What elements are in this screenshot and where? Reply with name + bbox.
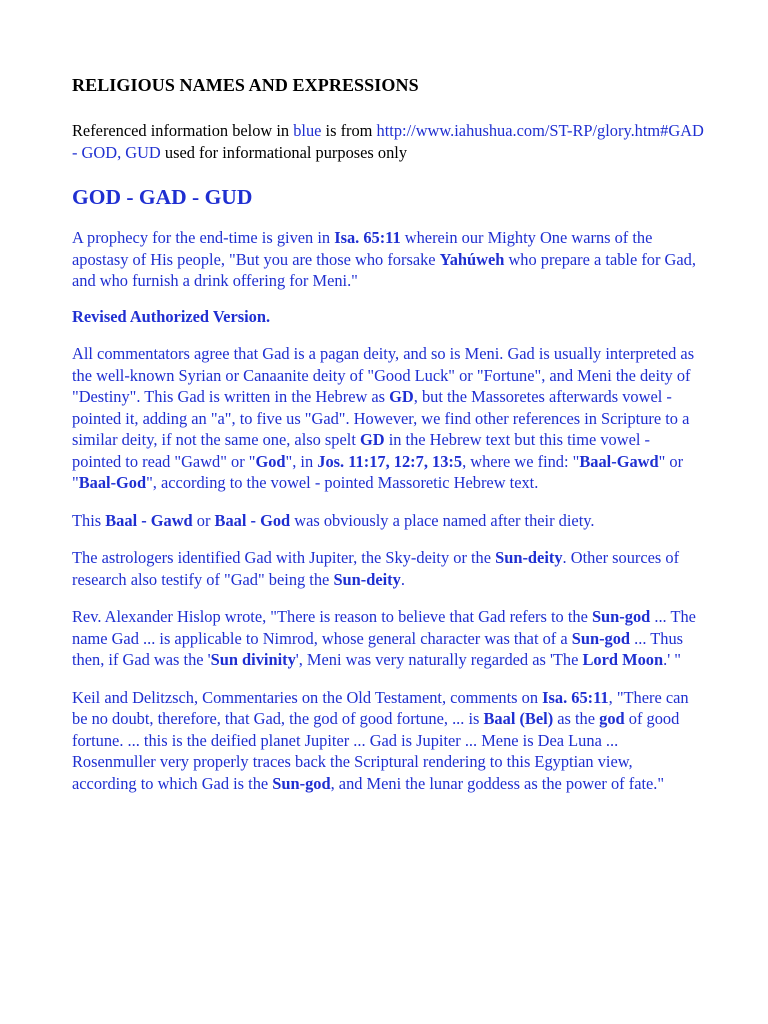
paragraph-text: ... The name Gad ... is applicable to Nimrod, whose general character was that of a [72, 607, 696, 648]
bold-term: Baal - God [214, 510, 291, 530]
paragraph-astrologers [72, 547, 698, 590]
paragraph-text: , "There can be no doubt, therefore, that Gad, the god of good fortune, ... is [72, 687, 689, 728]
source-note-blue-word: blue [293, 121, 322, 140]
paragraph-text: was obviously a place named after their diety. [290, 510, 595, 530]
source-note-text-before: Referenced information below in [72, 121, 294, 140]
bold-term: God [255, 451, 286, 471]
paragraph-text: Keil and Delitzsch, Commentaries on the Old Testament, comments on [72, 687, 543, 707]
paragraph-text: . [400, 569, 405, 589]
bold-term: Sun-god [571, 628, 631, 648]
paragraph-text: All commentators agree that Gad is a pagan deity, and so is Meni. Gad is usually interpreted as the well-known Syrian or Canaanite deity of "Good Luck" or "Fortune", and Meni the deity of "Destiny". This Gad is written in the Hebrew as [72, 344, 695, 406]
bold-term: Baal-Gawd [579, 451, 659, 471]
source-link[interactable]: http://www.iahushua.com/ST-RP/glory.htm#GAD - GOD, GUD [72, 121, 704, 162]
paragraph-text: " or " [72, 451, 684, 492]
source-note [72, 120, 708, 163]
section-heading: GOD - GAD - GUD [72, 185, 253, 209]
paragraph-text: or [192, 510, 215, 530]
bold-term: Sun-deity [333, 569, 401, 589]
paragraph-text: ", according to the vowel - pointed Massoretic Hebrew text. [146, 473, 539, 492]
bold-term: Baal (Bel) [483, 709, 554, 728]
bold-term: god [599, 709, 625, 728]
paragraph-text: of good fortune. ... this is the deified planet Jupiter ... Gad is Jupiter ... Mene is Dea Luna ... Rosenmuller very properly traces back the Scriptural rendering to this Egyptian view, according to which Gad is the [72, 709, 680, 793]
bold-term: Isa. 65:11 [542, 687, 609, 707]
paragraph-text: , where we find: " [462, 451, 580, 471]
paragraph-text: ... Thus then, if Gad was the ' [72, 628, 684, 669]
paragraph-text: , but the Massoretes afterwards vowel - pointed it, adding an "a", to five us "Gad". However, we find other references in Scripture to a similar deity, if not the same one, also spelt [72, 387, 690, 449]
paragraph-text: .' " [663, 650, 681, 669]
body-paragraphs [72, 227, 708, 794]
document-title: RELIGIOUS NAMES AND EXPRESSIONS [72, 75, 419, 95]
bold-term: Sun-god [591, 607, 651, 626]
bold-term: Yahúweh [439, 249, 505, 269]
source-note-text-after: used for informational purposes only [160, 142, 408, 162]
bold-term: Sun divinity [210, 650, 296, 669]
bold-term: Revised Authorized Version. [72, 306, 271, 326]
bold-term: Isa. 65:11 [334, 228, 401, 247]
paragraph-rav [72, 306, 698, 328]
paragraph-text: . Other sources of research also testify of "Gad" being the [72, 548, 680, 589]
bold-term: Sun-deity [495, 548, 563, 567]
paragraph-keil [72, 687, 698, 795]
paragraph-text: , and Meni the lunar goddess as the power of fate." [330, 773, 665, 793]
paragraph-text: as the [553, 709, 600, 728]
paragraph-text: The astrologers identified Gad with Jupiter, the Sky-deity or the [72, 548, 496, 567]
bold-term: GD [389, 387, 414, 406]
bold-term: Baal-God [78, 473, 147, 492]
paragraph-text: ', Meni was very naturally regarded as 'The [295, 650, 583, 669]
paragraph-text: This [72, 510, 106, 530]
paragraph-text: who prepare a table for Gad, and who furnish a drink offering for Meni." [72, 249, 696, 290]
paragraph-commentators [72, 343, 698, 494]
paragraph-baal-gawd [72, 510, 698, 532]
paragraph-text: Rev. Alexander Hislop wrote, "There is reason to believe that Gad refers to the [72, 607, 592, 626]
bold-term: GD [360, 430, 385, 449]
paragraph-hislop [72, 606, 698, 671]
source-note-text-middle: is from [321, 121, 377, 140]
bold-term: Lord Moon [582, 650, 664, 669]
paragraph-text: ", in [285, 451, 318, 471]
bold-term: Jos. 11:17, 12:7, 13:5 [317, 451, 463, 471]
bold-term: Baal - Gawd [105, 510, 193, 530]
paragraph-text: A prophecy for the end-time is given in [72, 228, 335, 247]
paragraph-prophecy [72, 227, 698, 292]
bold-term: Sun-god [272, 773, 331, 793]
paragraph-text: in the Hebrew text but this time vowel - pointed to read "Gawd" or " [72, 430, 650, 471]
paragraph-text: wherein our Mighty One warns of the apostasy of His people, "But you are those who forsake [72, 228, 653, 269]
